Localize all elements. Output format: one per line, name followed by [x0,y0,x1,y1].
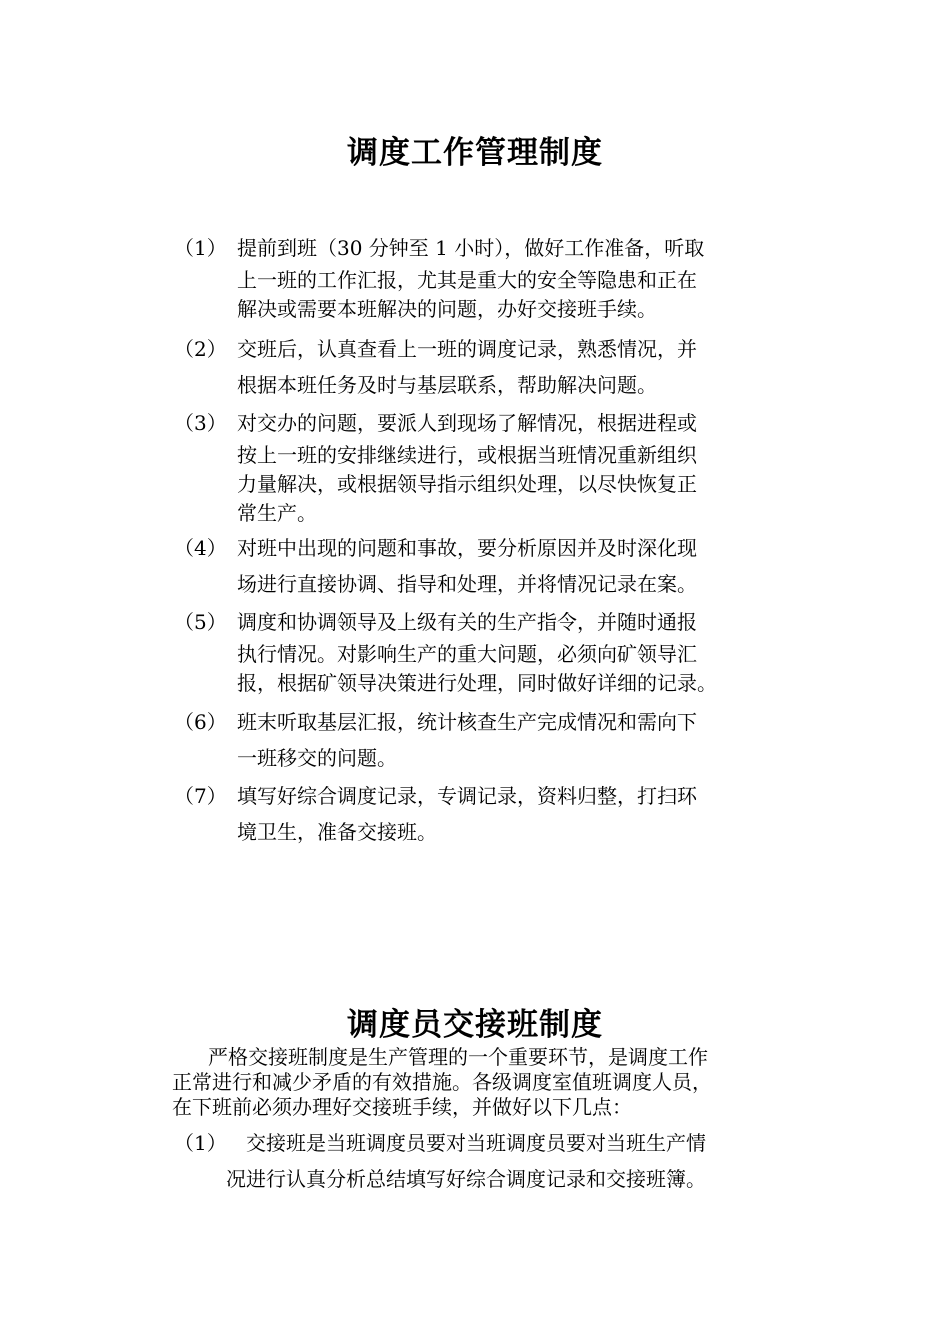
item-line: 报，根据矿领导决策进行处理，同时做好详细的记录。 [237,671,717,695]
item-line: 填写好综合调度记录，专调记录，资料归整，打扫环 [237,784,697,808]
item-line: 按上一班的安排继续进行，或根据当班情况重新组织 [237,443,697,467]
item-line: 解决或需要本班解决的问题，办好交接班手续。 [237,297,657,321]
item-line: 班末听取基层汇报，统计核查生产完成情况和需向下 [237,710,697,734]
item-line: 力量解决，或根据领导指示组织处理，以尽快恢复正 [237,472,697,496]
item-line: 提前到班（30 分钟至 1 小时），做好工作准备，听取 [237,236,705,260]
item-line: 交班后，认真查看上一班的调度记录，熟悉情况，并 [237,337,697,361]
item-number: （2） [174,337,227,361]
intro-line: 在下班前必须办理好交接班手续，并做好以下几点： [172,1095,632,1119]
item-line: 场进行直接协调、指导和处理，并将情况记录在案。 [237,572,697,596]
section2-title: 调度员交接班制度 [347,1007,603,1043]
item-number: （1） [174,1131,227,1155]
list-item [174,331,814,403]
list-item [174,405,814,528]
item-line: 对班中出现的问题和事故，要分析原因并及时深化现 [237,536,697,560]
list-item [174,230,814,324]
item-number: （3） [174,411,227,435]
intro-line: 严格交接班制度是生产管理的一个重要环节，是调度工作 [208,1045,708,1069]
list-item [174,1125,814,1197]
item-line: 对交办的问题，要派人到现场了解情况，根据进程或 [237,411,697,435]
section1-title: 调度工作管理制度 [347,135,603,171]
item-number: （4） [174,536,227,560]
item-number: （6） [174,710,227,734]
list-item [174,704,814,776]
item-line: 根据本班任务及时与基层联系，帮助解决问题。 [237,373,657,397]
item-number: （5） [174,610,227,634]
item-line: 境卫生，准备交接班。 [237,820,437,844]
item-line: 况进行认真分析总结填写好综合调度记录和交接班簿。 [226,1167,706,1191]
item-line: 执行情况。对影响生产的重大问题，必须向矿领导汇 [237,642,697,666]
item-line: 调度和协调领导及上级有关的生产指令，并随时通报 [237,610,697,634]
item-line: 上一班的工作汇报，尤其是重大的安全等隐患和正在 [237,268,697,292]
item-number: （1） [174,236,227,260]
item-line: 常生产。 [237,501,317,525]
list-item [174,778,814,850]
item-line: 一班移交的问题。 [237,746,397,770]
item-number: （7） [174,784,227,808]
intro-paragraph [172,1045,832,1120]
list-item [174,604,814,698]
item-line: 交接班是当班调度员要对当班调度员要对当班生产情 [246,1131,706,1155]
list-item [174,530,814,602]
intro-line: 正常进行和减少矛盾的有效措施。各级调度室值班调度人员， [172,1070,712,1094]
